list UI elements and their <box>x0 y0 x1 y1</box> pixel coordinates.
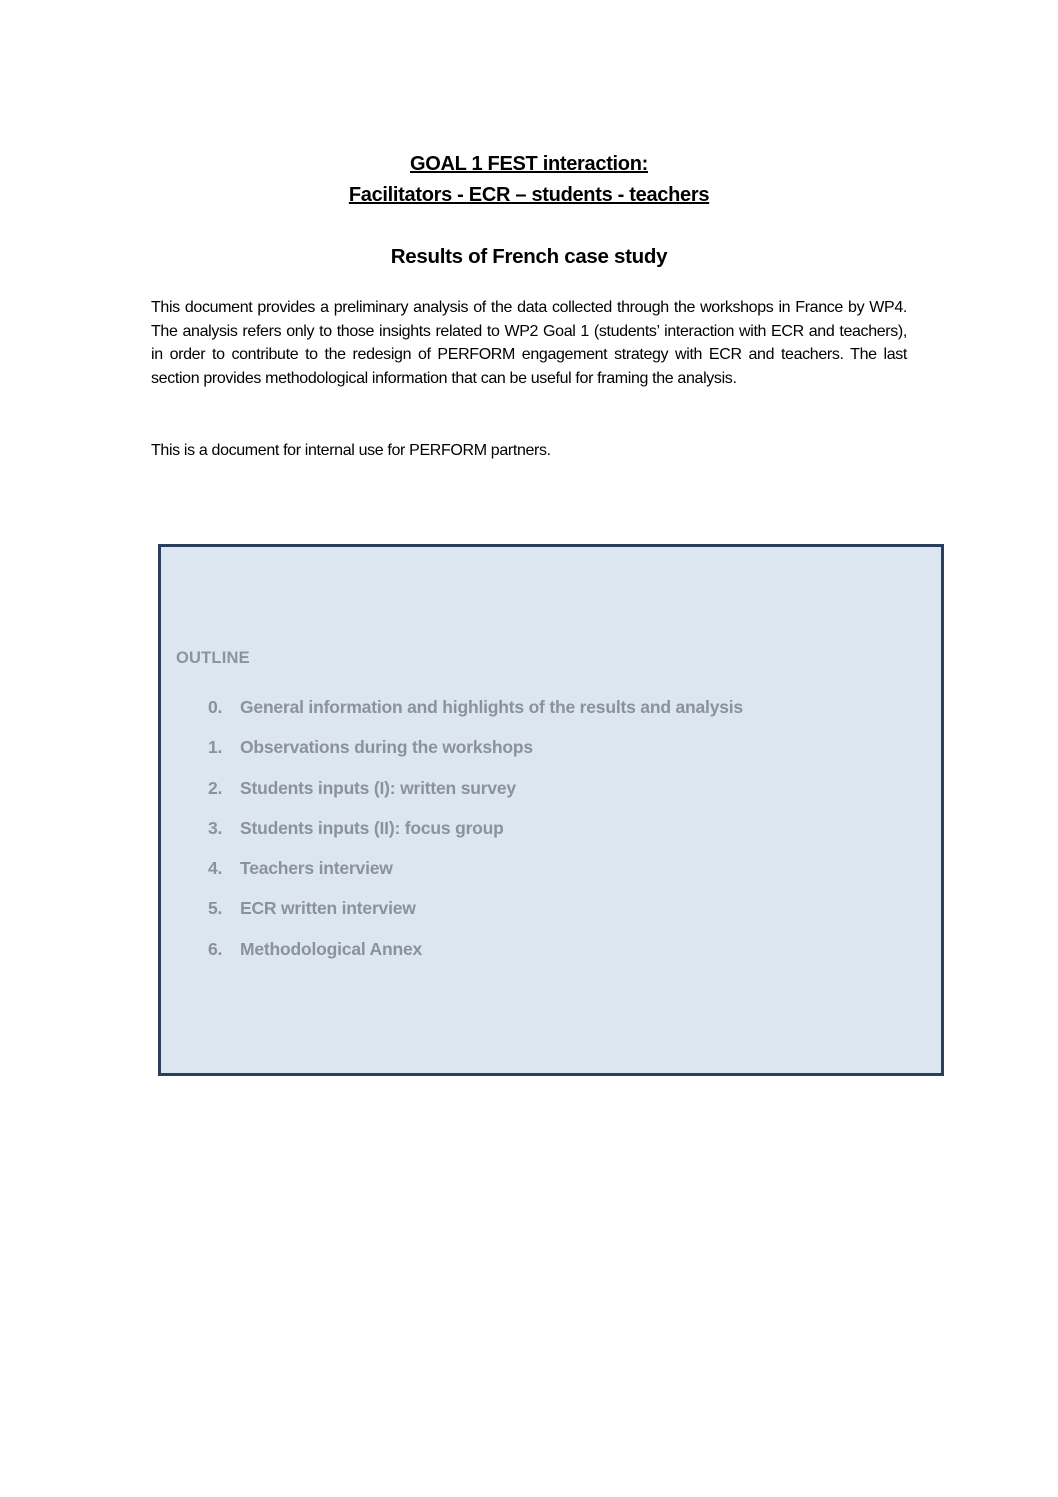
outline-item-label: ECR written interview <box>240 898 416 919</box>
outline-item-number: 1. <box>208 737 223 758</box>
intro-paragraph: This document provides a preliminary analysis of the data collected through the workshops in France by WP4. The analysis refers only to those insights related to WP2 Goal 1 (students’ interaction with ECR and teachers), in order to contribute to the redesign of PERFORM engagement strategy with ECR and teachers. The last section provides methodological information that can be useful for framing the analysis. <box>151 299 907 388</box>
outline-item-number: 2. <box>208 777 223 798</box>
outline-item-label: General information and highlights of the results and analysis <box>240 697 743 717</box>
outline-item-label: Methodological Annex <box>240 938 423 959</box>
outline-item-number: 5. <box>208 898 223 919</box>
document-title-line-2: Facilitators - ECR – students - teachers <box>348 184 710 206</box>
outline-item-label: Observations during the workshops <box>240 737 533 758</box>
outline-heading: OUTLINE <box>176 649 250 667</box>
outline-item-number: 4. <box>208 858 223 879</box>
outline-item-label: Students inputs (I): written survey <box>240 777 516 798</box>
outline-box <box>158 544 944 1076</box>
document-title-line-1: GOAL 1 FEST interaction: <box>409 153 648 175</box>
internal-use-note: This is a document for internal use for PERFORM partners. <box>151 442 551 459</box>
document-subtitle: Results of French case study <box>390 245 668 268</box>
outline-item-number: 6. <box>208 938 223 959</box>
outline-item-number: 3. <box>208 817 223 838</box>
outline-item-number: 0. <box>208 697 223 717</box>
outline-item-label: Students inputs (II): focus group <box>240 817 504 838</box>
outline-item-label: Teachers interview <box>240 858 393 879</box>
